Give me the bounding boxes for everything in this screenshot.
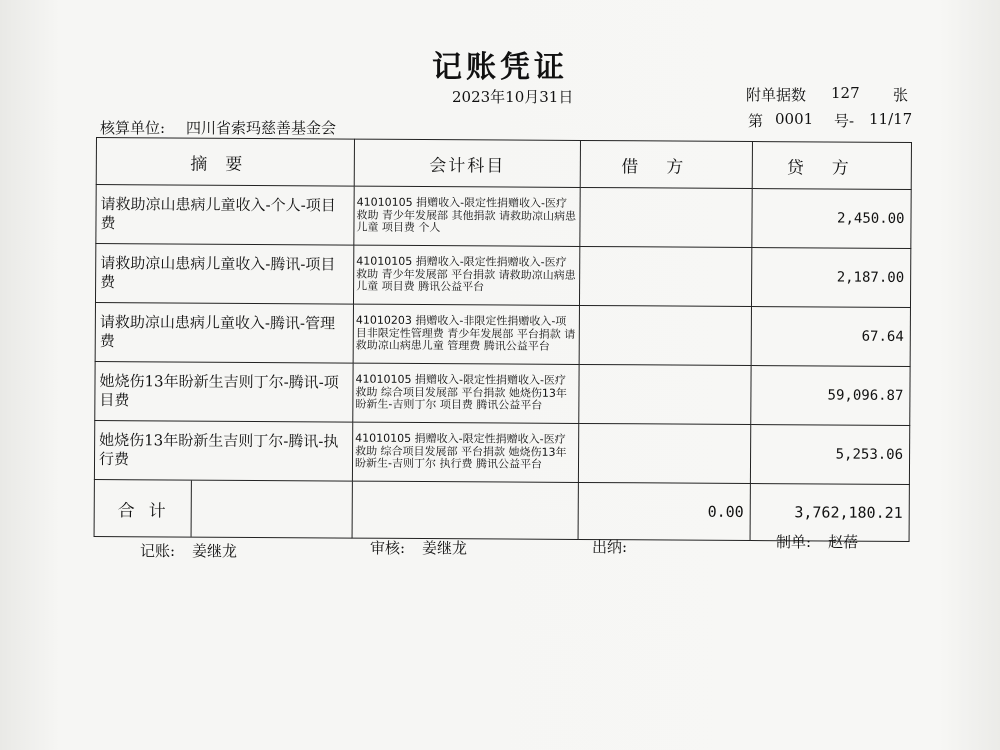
- row-summary: 请救助凉山患病儿童收入-个人-项目费: [96, 185, 354, 246]
- voucher-number: 0001: [775, 110, 814, 128]
- preparer-name: 赵蓓: [828, 533, 859, 551]
- table-row: [94, 420, 909, 484]
- row-subject: 41010105 捐赠收入-限定性捐赠收入-医疗救助 青少年发展部 平台捐款 请救助凉山病患儿童 项目费 腾讯公益平台: [353, 245, 579, 305]
- preparer-label: 制单:: [776, 533, 812, 551]
- attachments-label: 附单据数: [746, 86, 807, 104]
- row-subject: 41010105 捐赠收入-限定性捐赠收入-医疗救助 综合项目发展部 平台捐款 她烧伤13年盼新生-吉则丁尔 执行费 腾讯公益平台: [352, 422, 578, 482]
- row-credit: 67.64: [751, 307, 910, 367]
- table-header-row: [96, 138, 911, 190]
- voucher-no-prefix: 第: [748, 112, 764, 130]
- row-debit: [578, 423, 750, 483]
- unit-name: 四川省索玛慈善基金会: [186, 119, 337, 137]
- table-row: [95, 302, 910, 366]
- row-credit: 5,253.06: [750, 425, 909, 485]
- table-row: [95, 244, 910, 308]
- row-credit: 59,096.87: [751, 366, 910, 426]
- total-label: 合计: [95, 480, 192, 537]
- header-credit: 贷方: [752, 142, 911, 190]
- row-credit: 2,187.00: [751, 248, 910, 308]
- bookkeeper-name: 姜继龙: [192, 542, 238, 560]
- total-debit: 0.00: [578, 482, 750, 540]
- total-credit: 3,762,180.21: [750, 484, 909, 542]
- bookkeeper-label: 记账:: [140, 542, 176, 560]
- row-credit: 2,450.00: [752, 189, 911, 249]
- row-debit: [579, 364, 751, 424]
- auditor-name: 姜继龙: [422, 539, 468, 557]
- row-debit: [579, 305, 751, 365]
- row-summary: 她烧伤13年盼新生吉则丁尔-腾讯-项目费: [95, 361, 353, 422]
- table-row: [95, 361, 910, 425]
- table-row: [96, 185, 911, 249]
- header-subject: 会计科目: [354, 139, 580, 187]
- voucher-page: 11/17: [869, 110, 913, 128]
- attachments-unit: 张: [893, 86, 909, 104]
- auditor-label: 审核:: [370, 539, 406, 557]
- row-subject: 41010105 捐赠收入-限定性捐赠收入-医疗救助 综合项目发展部 平台捐款 她烧伤13年盼新生-吉则丁尔 项目费 腾讯公益平台: [353, 363, 579, 423]
- voucher-no-suffix: 号-: [834, 112, 855, 130]
- unit-label: 核算单位:: [100, 119, 166, 137]
- row-subject: 41010203 捐赠收入-非限定性捐赠收入-项目非限定性管理费 青少年发展部 平台捐款 请救助凉山病患儿童 管理费 腾讯公益平台: [353, 304, 579, 364]
- row-debit: [580, 187, 752, 247]
- attachments-count: 127: [831, 84, 860, 102]
- row-summary: 请救助凉山患病儿童收入-腾讯-管理费: [95, 302, 353, 363]
- row-summary: 她烧伤13年盼新生吉则丁尔-腾讯-执行费: [94, 420, 352, 481]
- header-debit: 借方: [580, 140, 752, 188]
- total-label-cell: [94, 479, 352, 538]
- row-subject: 41010105 捐赠收入-限定性捐赠收入-医疗救助 青少年发展部 其他捐款 请救助凉山病患儿童 项目费 个人: [354, 186, 580, 246]
- voucher-date: 2023年10月31日: [452, 88, 574, 106]
- cashier-label: 出纳:: [592, 538, 628, 556]
- row-summary: 请救助凉山患病儿童收入-腾讯-项目费: [95, 244, 353, 305]
- total-subject-empty: [352, 481, 578, 539]
- header-summary: 摘要: [96, 138, 354, 187]
- voucher-title: 记账凭证: [432, 50, 568, 85]
- row-debit: [579, 246, 751, 306]
- voucher-table: [94, 137, 912, 542]
